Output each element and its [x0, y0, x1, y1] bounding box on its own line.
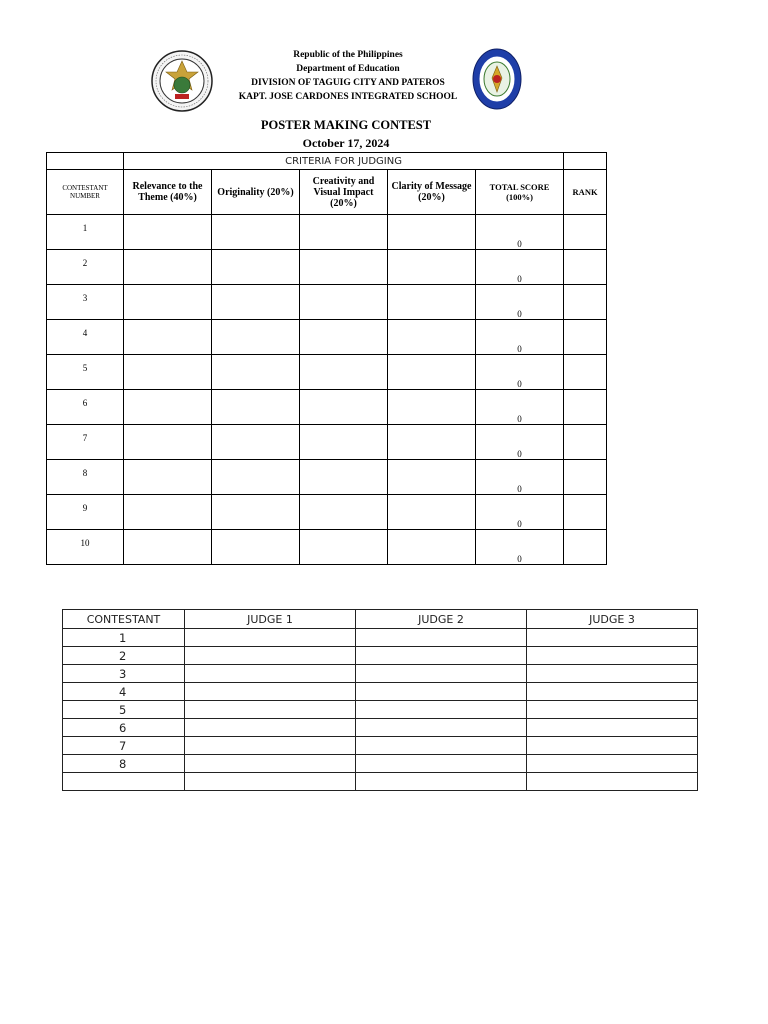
- creativity-score-cell[interactable]: [300, 460, 388, 495]
- clarity-score-cell[interactable]: [388, 495, 476, 530]
- table-row: [47, 530, 607, 565]
- total-score-cell: 0: [476, 495, 564, 530]
- judge-3-score-cell[interactable]: [527, 665, 698, 683]
- judge-3-score-cell[interactable]: [527, 737, 698, 755]
- table-row: [63, 647, 698, 665]
- relevance-score-cell[interactable]: [124, 215, 212, 250]
- relevance-score-cell[interactable]: [124, 285, 212, 320]
- table-row: [63, 737, 698, 755]
- table-row: [47, 320, 607, 355]
- originality-score-cell[interactable]: [212, 390, 300, 425]
- clarity-score-cell[interactable]: [388, 320, 476, 355]
- contestant-cell: [63, 773, 185, 791]
- table-row: [63, 629, 698, 647]
- relevance-score-cell[interactable]: [124, 530, 212, 565]
- contestant-cell: 6: [63, 719, 185, 737]
- originality-score-cell[interactable]: [212, 320, 300, 355]
- header-division: DIVISION OF TAGUIG CITY AND PATEROS: [251, 78, 445, 88]
- contestant-number-cell: 6: [47, 390, 124, 425]
- rank-cell[interactable]: [564, 285, 607, 320]
- col-header-rank: RANK: [564, 170, 607, 215]
- rank-cell[interactable]: [564, 425, 607, 460]
- rank-cell[interactable]: [564, 320, 607, 355]
- criteria-scoring-table: [46, 152, 607, 565]
- judge-1-score-cell[interactable]: [185, 665, 356, 683]
- relevance-score-cell[interactable]: [124, 250, 212, 285]
- clarity-score-cell[interactable]: [388, 460, 476, 495]
- relevance-score-cell[interactable]: [124, 460, 212, 495]
- table-row: [47, 355, 607, 390]
- table-row: [63, 665, 698, 683]
- judge-2-score-cell[interactable]: [356, 683, 527, 701]
- table-row: [47, 425, 607, 460]
- judge-3-score-cell[interactable]: [527, 683, 698, 701]
- table-row: [63, 701, 698, 719]
- criteria-group-header: CRITERIA FOR JUDGING: [124, 153, 564, 170]
- total-score-cell: 0: [476, 530, 564, 565]
- contestant-number-cell: 8: [47, 460, 124, 495]
- clarity-score-cell[interactable]: [388, 390, 476, 425]
- creativity-score-cell[interactable]: [300, 215, 388, 250]
- rank-cell[interactable]: [564, 215, 607, 250]
- rank-cell[interactable]: [564, 250, 607, 285]
- contestant-cell: 3: [63, 665, 185, 683]
- contestant-cell: 5: [63, 701, 185, 719]
- col-header-contestant: CONTESTANT: [63, 610, 185, 629]
- relevance-score-cell[interactable]: [124, 355, 212, 390]
- total-score-cell: 0: [476, 390, 564, 425]
- clarity-score-cell[interactable]: [388, 285, 476, 320]
- rank-cell[interactable]: [564, 530, 607, 565]
- table-row: [63, 773, 698, 791]
- contestant-number-cell: 4: [47, 320, 124, 355]
- judge-1-score-cell[interactable]: [185, 683, 356, 701]
- judges-header-row: [63, 610, 698, 629]
- relevance-score-cell[interactable]: [124, 390, 212, 425]
- judge-2-score-cell[interactable]: [356, 629, 527, 647]
- judge-1-score-cell[interactable]: [185, 755, 356, 773]
- clarity-score-cell[interactable]: [388, 215, 476, 250]
- contestant-number-cell: 2: [47, 250, 124, 285]
- originality-score-cell[interactable]: [212, 355, 300, 390]
- table-row: [63, 719, 698, 737]
- clarity-score-cell[interactable]: [388, 530, 476, 565]
- header-department: Department of Education: [296, 64, 400, 74]
- col-header-judge-1: JUDGE 1: [185, 610, 356, 629]
- header-school: KAPT. JOSE CARDONES INTEGRATED SCHOOL: [238, 92, 458, 102]
- total-score-cell: 0: [476, 320, 564, 355]
- judge-3-score-cell[interactable]: [527, 647, 698, 665]
- col-header-contestant: CONTESTANT NUMBER: [47, 170, 124, 215]
- judge-1-score-cell[interactable]: [185, 773, 356, 791]
- judges-score-table: [62, 609, 698, 791]
- contestant-number-cell: 10: [47, 530, 124, 565]
- originality-score-cell[interactable]: [212, 495, 300, 530]
- clarity-score-cell[interactable]: [388, 250, 476, 285]
- table-row: [47, 285, 607, 320]
- table-row: [63, 683, 698, 701]
- table-row: [47, 495, 607, 530]
- contestant-number-cell: 9: [47, 495, 124, 530]
- total-score-cell: 0: [476, 355, 564, 390]
- rank-cell[interactable]: [564, 495, 607, 530]
- total-score-cell: 0: [476, 460, 564, 495]
- col-header-judge-3: JUDGE 3: [527, 610, 698, 629]
- originality-score-cell[interactable]: [212, 460, 300, 495]
- contestant-cell: 4: [63, 683, 185, 701]
- header-republic: Republic of the Philippines: [293, 50, 403, 60]
- contestant-cell: 1: [63, 629, 185, 647]
- col-header-creativity: Creativity and Visual Impact (20%): [300, 170, 388, 215]
- column-header-row: [47, 170, 607, 215]
- judge-3-score-cell[interactable]: [527, 755, 698, 773]
- total-score-cell: 0: [476, 425, 564, 460]
- contestant-cell: 7: [63, 737, 185, 755]
- judge-2-score-cell[interactable]: [356, 665, 527, 683]
- table-row: [47, 250, 607, 285]
- relevance-score-cell[interactable]: [124, 320, 212, 355]
- originality-score-cell[interactable]: [212, 215, 300, 250]
- creativity-score-cell[interactable]: [300, 320, 388, 355]
- col-header-originality: Originality (20%): [212, 170, 300, 215]
- creativity-score-cell[interactable]: [300, 495, 388, 530]
- table-row: [47, 390, 607, 425]
- creativity-score-cell[interactable]: [300, 285, 388, 320]
- col-header-clarity: Clarity of Message (20%): [388, 170, 476, 215]
- clarity-score-cell[interactable]: [388, 425, 476, 460]
- col-header-judge-2: JUDGE 2: [356, 610, 527, 629]
- creativity-score-cell[interactable]: [300, 250, 388, 285]
- empty-cell: [47, 153, 124, 170]
- rank-cell[interactable]: [564, 460, 607, 495]
- table-row: [63, 755, 698, 773]
- contestant-number-cell: 3: [47, 285, 124, 320]
- originality-score-cell[interactable]: [212, 530, 300, 565]
- total-score-cell: 0: [476, 250, 564, 285]
- contestant-cell: 2: [63, 647, 185, 665]
- judge-3-score-cell[interactable]: [527, 629, 698, 647]
- document-header: [0, 48, 768, 114]
- judge-1-score-cell[interactable]: [185, 701, 356, 719]
- criteria-group-row: [47, 153, 607, 170]
- relevance-score-cell[interactable]: [124, 425, 212, 460]
- rank-cell[interactable]: [564, 355, 607, 390]
- judge-1-score-cell[interactable]: [185, 647, 356, 665]
- clarity-score-cell[interactable]: [388, 355, 476, 390]
- total-score-cell: 0: [476, 215, 564, 250]
- originality-score-cell[interactable]: [212, 285, 300, 320]
- judge-1-score-cell[interactable]: [185, 719, 356, 737]
- judge-3-score-cell[interactable]: [527, 719, 698, 737]
- judge-1-score-cell[interactable]: [185, 629, 356, 647]
- col-header-relevance: Relevance to the Theme (40%): [124, 170, 212, 215]
- originality-score-cell[interactable]: [212, 425, 300, 460]
- judge-3-score-cell[interactable]: [527, 701, 698, 719]
- division-seal-logo: [151, 50, 213, 112]
- judge-2-score-cell[interactable]: [356, 773, 527, 791]
- judge-2-score-cell[interactable]: [356, 719, 527, 737]
- empty-cell: [564, 153, 607, 170]
- school-seal-logo: [472, 48, 522, 110]
- relevance-score-cell[interactable]: [124, 495, 212, 530]
- contest-title: POSTER MAKING CONTEST: [260, 118, 432, 132]
- table-row: [47, 460, 607, 495]
- contest-date: October 17, 2024: [302, 136, 390, 150]
- creativity-score-cell[interactable]: [300, 425, 388, 460]
- judge-3-score-cell[interactable]: [527, 773, 698, 791]
- col-header-total-score: TOTAL SCORE (100%): [476, 170, 564, 215]
- judge-2-score-cell[interactable]: [356, 647, 527, 665]
- contestant-cell: 8: [63, 755, 185, 773]
- rank-cell[interactable]: [564, 390, 607, 425]
- total-score-cell: 0: [476, 285, 564, 320]
- judge-1-score-cell[interactable]: [185, 737, 356, 755]
- judge-2-score-cell[interactable]: [356, 737, 527, 755]
- contestant-number-cell: 1: [47, 215, 124, 250]
- table-row: [47, 215, 607, 250]
- contestant-number-cell: 7: [47, 425, 124, 460]
- creativity-score-cell[interactable]: [300, 390, 388, 425]
- judge-2-score-cell[interactable]: [356, 701, 527, 719]
- contestant-number-cell: 5: [47, 355, 124, 390]
- originality-score-cell[interactable]: [212, 250, 300, 285]
- creativity-score-cell[interactable]: [300, 355, 388, 390]
- judge-2-score-cell[interactable]: [356, 755, 527, 773]
- creativity-score-cell[interactable]: [300, 530, 388, 565]
